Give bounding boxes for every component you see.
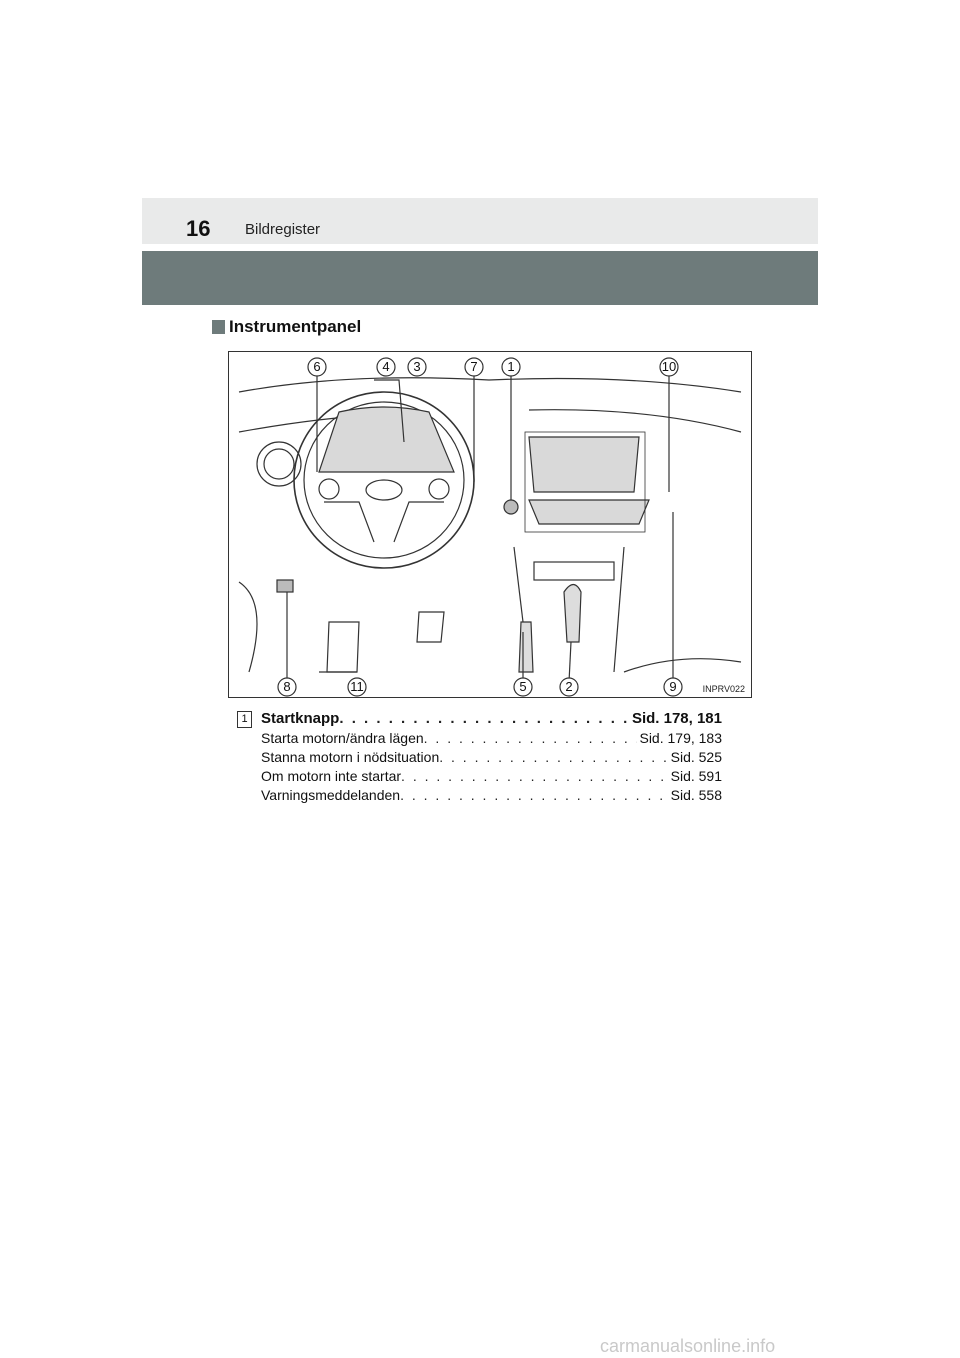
subitem-page-ref: Sid. 558 (670, 787, 722, 803)
section-heading-text: Instrumentpanel (229, 317, 362, 336)
callout-1: 1 (507, 359, 515, 374)
callout-9: 9 (669, 679, 677, 694)
list-item-main (261, 710, 722, 727)
square-bullet-icon (212, 320, 225, 334)
subitem-label: Starta motorn/ändra lägen (261, 730, 424, 746)
subitem-page-ref: Sid. 591 (670, 768, 722, 784)
instrument-panel-illustration (228, 351, 752, 698)
running-title: Bildregister (245, 221, 321, 238)
callout-11: 11 (350, 679, 364, 694)
item-number-badge: 1 (237, 711, 252, 728)
page-number: 16 (186, 216, 211, 241)
leader-dots (439, 749, 668, 765)
list-subitem (261, 749, 722, 765)
subitem-page-ref: Sid. 179, 183 (639, 730, 722, 746)
item-page-ref: Sid. 178, 181 (631, 710, 722, 727)
callout-5: 5 (519, 679, 527, 694)
watermark: carmanualsonline.info (600, 1336, 776, 1356)
subitem-label: Stanna motorn i nödsituation (261, 749, 440, 765)
leader-dots (339, 710, 630, 727)
subitem-page-ref: Sid. 525 (670, 749, 722, 765)
callout-6: 6 (313, 359, 321, 374)
figure-code: INPRV022 (702, 684, 745, 694)
leader-dots (400, 787, 669, 803)
section-band (142, 251, 818, 305)
leader-dots (401, 768, 669, 784)
callout-7: 7 (470, 359, 478, 374)
callout-3: 3 (413, 359, 421, 374)
subitem-label: Om motorn inte startar (261, 768, 402, 784)
dashboard-drawing (229, 352, 751, 697)
subitem-label: Varningsmeddelanden (261, 787, 401, 803)
header-bar (142, 198, 818, 244)
callout-10: 10 (661, 359, 677, 374)
callout-8: 8 (283, 679, 291, 694)
callout-4: 4 (382, 359, 390, 374)
list-subitem (261, 768, 722, 784)
leader-dots (424, 730, 638, 746)
item-label: Startknapp (261, 710, 340, 727)
callout-2: 2 (565, 679, 573, 694)
list-subitem (261, 730, 722, 746)
section-heading (212, 317, 361, 337)
list-subitem (261, 787, 722, 803)
